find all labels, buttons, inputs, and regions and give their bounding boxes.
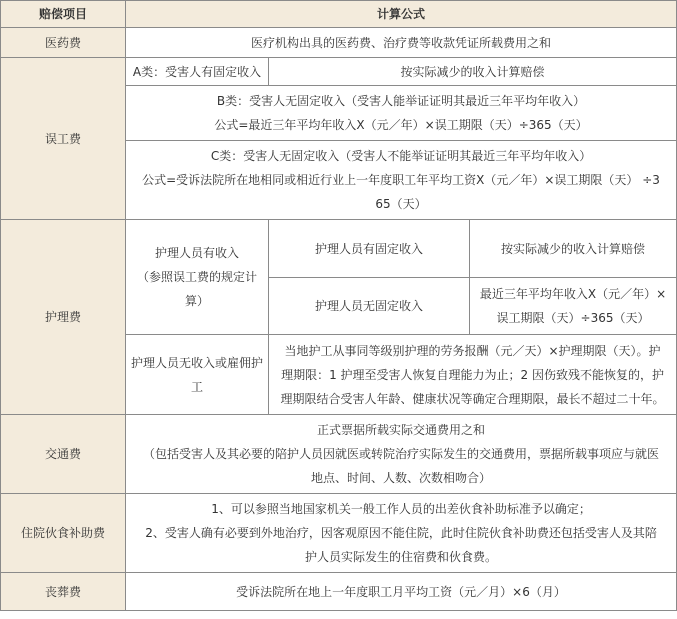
meal-subsidy-line: 2、受害人确有必要到外地治疗，因客观原因不能住院，此时住院伙食补助费还包括受害人及其陪: [145, 526, 657, 540]
medical-formula: 医疗机构出具的医药费、治疗费等收款凭证所载费用之和: [126, 28, 677, 58]
meal-subsidy-line: 护人员实际发生的住宿费和伙食费。: [305, 550, 498, 564]
nursing-no-income-formula-line: 理期限：1 护理至受害人恢复自理能力为止；2 因伤致残不能恢复的，护: [281, 367, 664, 382]
lost-wages-b-cell: [126, 86, 677, 141]
lost-wages-c-line: 65（天）: [375, 197, 427, 211]
transport-line: 正式票据所载实际交通费用之和: [317, 423, 486, 437]
nursing-no-income-formula-line: 当地护工从事同等级别护理的劳务报酬（元／天）×护理期限（天）。护: [284, 343, 661, 358]
funeral-row: [1, 573, 677, 611]
meal-subsidy-line: 1、可以参照当地国家机关一般工作人员的出差伙食补助标准予以确定；: [211, 502, 591, 516]
nursing-fixed-income: 护理人员有固定收入: [269, 220, 470, 278]
nursing-label: 护理费: [1, 220, 126, 415]
funeral-label: 丧葬费: [1, 573, 126, 611]
lost-wages-a-row: [1, 58, 677, 86]
lost-wages-a-label: A类：受害人有固定收入: [126, 58, 269, 86]
medical-label: 医药费: [1, 28, 126, 58]
nursing-with-income: [126, 220, 269, 335]
nursing-with-income-line: 算）: [184, 294, 209, 308]
transport-cell: [126, 415, 677, 494]
funeral-formula: 受诉法院所在地上一年度职工月平均工资（元／月）×6（月）: [126, 573, 677, 611]
transport-label: 交通费: [1, 415, 126, 494]
nursing-no-income-formula: [269, 335, 677, 415]
header-row: [1, 1, 677, 28]
nursing-no-income-line: 护理人员无收入或雇佣护: [130, 355, 263, 370]
nursing-with-income-line: （参照误工费的规定计: [136, 270, 257, 284]
nursing-no-income-formula-line: 理期限结合受害人年龄、健康状况等确定合理期限，最长不超过二十年。: [280, 391, 665, 406]
transport-line: （包括受害人及其必要的陪护人员因就医或转院治疗实际发生的交通费用，票据所载事项应与就医: [143, 447, 660, 461]
nursing-no-fixed-formula-line: 最近三年平均年收入X（元／年）×: [479, 287, 667, 301]
nursing-no-income: [126, 335, 269, 415]
lost-wages-label: 误工费: [1, 58, 126, 220]
header-item: 赔偿项目: [1, 1, 126, 28]
lost-wages-c-cell: [126, 141, 677, 220]
transport-row: [1, 415, 677, 494]
transport-line: 地点、时间、人数、次数相吻合）: [311, 471, 492, 485]
lost-wages-b-line: 公式=最近三年平均年收入X（元／年）×误工期限（天）÷365（天）: [214, 118, 588, 132]
header-formula: 计算公式: [126, 1, 677, 28]
lost-wages-a-formula: 按实际减少的收入计算赔偿: [269, 58, 677, 86]
nursing-no-income-line: 工: [190, 379, 203, 394]
nursing-no-fixed-formula-line: 误工期限（天）÷365（天）: [496, 311, 650, 325]
nursing-with-income-line: 护理人员有收入: [154, 246, 239, 260]
lost-wages-c-line: 公式=受诉法院所在地相同或相近行业上一年度职工年平均工资X（元／年）×误工期限（天） ÷3: [142, 173, 660, 187]
lost-wages-b-line: B类：受害人无固定收入（受害人能举证证明其最近三年平均年收入）: [216, 94, 586, 108]
nursing-no-fixed-formula: [470, 278, 677, 335]
nursing-no-fixed-income: 护理人员无固定收入: [269, 278, 470, 335]
medical-row: [1, 28, 677, 58]
meal-subsidy-label: 住院伙食补助费: [1, 494, 126, 573]
nursing-fixed-formula: 按实际减少的收入计算赔偿: [470, 220, 677, 278]
meal-subsidy-row: [1, 494, 677, 573]
lost-wages-c-line: C类：受害人无固定收入（受害人不能举证证明其最近三年平均年收入）: [210, 149, 592, 163]
nursing-fixed-row: [1, 220, 677, 278]
meal-subsidy-cell: [126, 494, 677, 573]
